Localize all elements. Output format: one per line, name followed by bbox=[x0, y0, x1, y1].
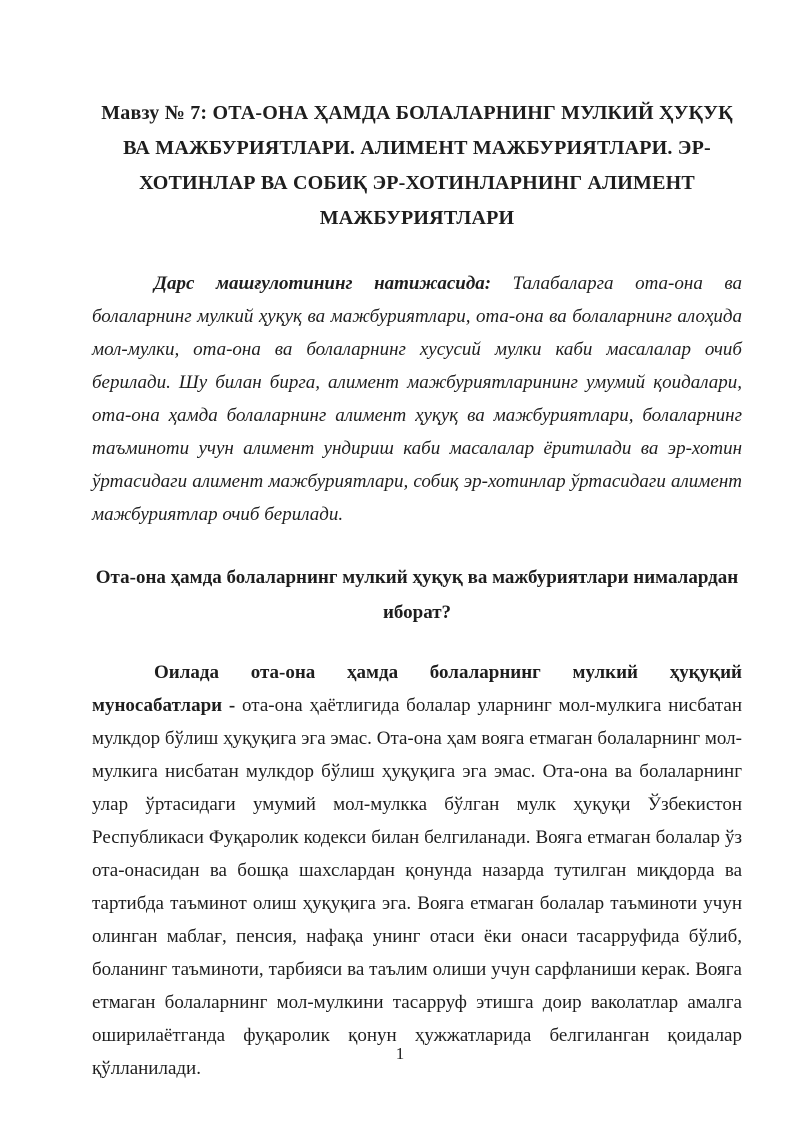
page-title: Мавзу № 7: ОТА-ОНА ҲАМДА БОЛАЛАРНИНГ МУЛКИЙ ҲУҚУҚ ВА МАЖБУРИЯТЛАРИ. АЛИМЕНТ МАЖБУРИЯТЛАРИ. ЭР-ХОТИНЛАР ВА СОБИҚ ЭР-ХОТИНЛАРНИНГ АЛИМЕНТ МАЖБУРИЯТЛАРИ bbox=[101, 102, 733, 229]
document-content bbox=[92, 96, 742, 1085]
page-number: 1 bbox=[395, 1044, 405, 1063]
body-lead-text: Оилада ота-она ҳамда болаларнинг мулкий ҳуқуқий муносабатлари - bbox=[92, 662, 742, 716]
intro-lead-text: Дарс машғулотининг натижасида: bbox=[154, 273, 492, 294]
intro-paragraph bbox=[92, 267, 742, 531]
body-paragraph bbox=[92, 656, 742, 1085]
body-main-text: ота-она ҳаётлигида болалар уларнинг мол-мулкига нисбатан мулкдор бўлиш ҳуқуқига эга эмас. Ота-она ҳам вояга етмаган болаларнинг мол-мулкига нисбатан мулкдор бўлиш ҳуқуқига эга эмас. Ота-она ва болаларнинг улар ўртасидаги умумий мол-мулкка бўлган мулк ҳуқуқи Ўзбекистон Республикаси Фуқаролик кодекси билан белгиланади. Вояга етмаган болалар ўз ота-онасидан ва бошқа шахслардан қонунда назарда тутилган миқдорда ва тартибда таъминот олиш ҳуқуқига эга. Вояга етмаган болалар таъминоти учун олинган маблағ, пенсия, нафақа унинг отаси ёки онаси тасарруфида бўлиб, боланинг таъминоти, тарбияси ва таълим олиши учун сарфланиши керак. Вояга етмаган болаларнинг мол-мулкини тасарруф этишга доир ваколатлар амалга оширилаётганда фуқаролик қонун ҳужжатларида белгиланган қоидалар қўлланилади. bbox=[92, 695, 742, 1079]
section-heading: Ота-она ҳамда болаларнинг мулкий ҳуқуқ ва мажбуриятлари нималардан иборат? bbox=[95, 567, 739, 623]
intro-body-text: Талабаларга ота-она ва болаларнинг мулкий ҳуқуқ ва мажбуриятлари, ота-она ва болаларнинг алоҳида мол-мулки, ота-она ва болаларнинг хусусий мулки каби масалалар очиб берилади. Шу билан бирга, алимент мажбуриятларининг умумий қоидалари, ота-она ҳамда болаларнинг алимент ҳуқуқ ва мажбуриятлари, болаларнинг таъминоти учун алимент ундириш каби масалалар ёритилади ва эр-хотин ўртасидаги алимент мажбуриятлари, собиқ эр-хотинлар ўртасидаги алимент мажбуриятлар очиб берилади. bbox=[92, 273, 742, 525]
